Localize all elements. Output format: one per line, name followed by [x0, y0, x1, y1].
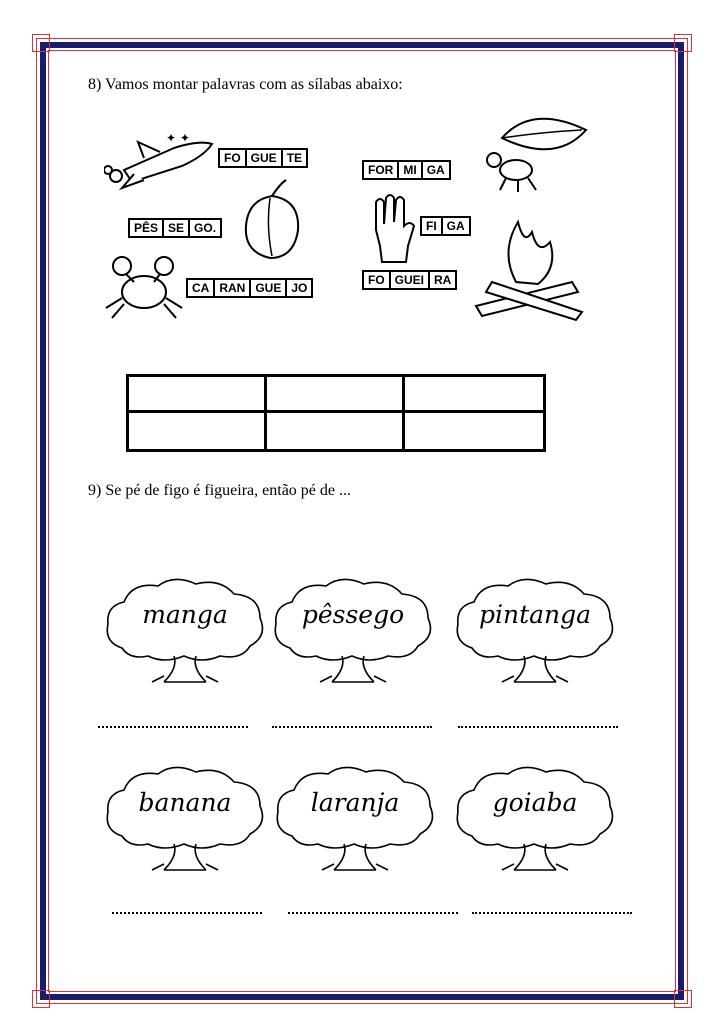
crab-icon [102, 248, 186, 322]
tree-word-goiaba: goiaba [492, 788, 578, 817]
question-9: 9) Se pé de figo é figueira, então pé de ... [88, 482, 352, 499]
tree-icon [452, 576, 618, 686]
tree-icon [102, 764, 268, 874]
answer-cell[interactable] [267, 413, 405, 449]
tree-word-pessego: pêssego [301, 600, 405, 629]
tree-icon [102, 576, 268, 686]
syllable-box: FO [218, 148, 247, 168]
tree-icon [270, 576, 436, 686]
tree-word-laranja: laranja [310, 788, 400, 817]
bonfire-icon [472, 212, 588, 322]
syllable-box: GO. [188, 218, 222, 238]
tree [270, 576, 436, 686]
answer-line[interactable] [112, 912, 262, 914]
answer-line[interactable] [288, 912, 458, 914]
frame-corner [32, 34, 50, 52]
rocket-icon [104, 130, 216, 192]
syllable-box: FOR [362, 160, 399, 180]
answer-cell[interactable] [129, 413, 267, 449]
question-8: 8) Vamos montar palavras com as sílabas abaixo: [88, 76, 403, 93]
syllable-box: RA [428, 270, 457, 290]
syllable-word-figa [420, 216, 469, 236]
syllable-word-foguete [218, 148, 306, 168]
syllable-box: GUE [245, 148, 283, 168]
syllable-box: GUE [249, 278, 287, 298]
syllable-box: SE [162, 218, 190, 238]
tree [102, 576, 268, 686]
syllable-box: TE [281, 148, 308, 168]
syllable-word-pessego [128, 218, 220, 238]
syllable-box: RAN [213, 278, 251, 298]
answer-line[interactable] [472, 912, 632, 914]
answer-cell[interactable] [405, 413, 543, 449]
syllable-box: GUEI [389, 270, 430, 290]
syllable-word-fogueira [362, 270, 455, 290]
syllable-box: PÊS [128, 218, 164, 238]
ant-leaf-icon [482, 108, 588, 194]
answer-line[interactable] [272, 726, 432, 728]
syllable-box: GA [441, 216, 471, 236]
syllable-box: FO [362, 270, 391, 290]
syllable-word-formiga [362, 160, 449, 180]
peach-icon [240, 178, 304, 262]
tree [102, 764, 268, 874]
tree [452, 764, 618, 874]
answer-grid [126, 374, 546, 452]
tree-word-pintanga: pintanga [478, 600, 592, 629]
answer-line[interactable] [98, 726, 248, 728]
syllable-box: FI [420, 216, 443, 236]
tree-icon [452, 764, 618, 874]
syllable-box: GA [421, 160, 451, 180]
tree [452, 576, 618, 686]
syllable-box: MI [397, 160, 422, 180]
answer-cell[interactable] [267, 377, 405, 413]
syllable-box: JO [285, 278, 313, 298]
syllable-word-caranguejo [186, 278, 311, 298]
svg-text:✦ ✦: ✦ ✦ [166, 131, 190, 145]
syllable-box: CA [186, 278, 215, 298]
frame-corner [32, 990, 50, 1008]
tree [272, 764, 438, 874]
tree-word-manga: manga [142, 600, 228, 629]
frame-corner [674, 990, 692, 1008]
answer-line[interactable] [458, 726, 618, 728]
hand-icon [366, 190, 420, 266]
tree-word-banana: banana [138, 788, 232, 817]
answer-cell[interactable] [405, 377, 543, 413]
answer-cell[interactable] [129, 377, 267, 413]
syllable-illustration [100, 108, 590, 324]
tree-icon [272, 764, 438, 874]
frame-corner [674, 34, 692, 52]
